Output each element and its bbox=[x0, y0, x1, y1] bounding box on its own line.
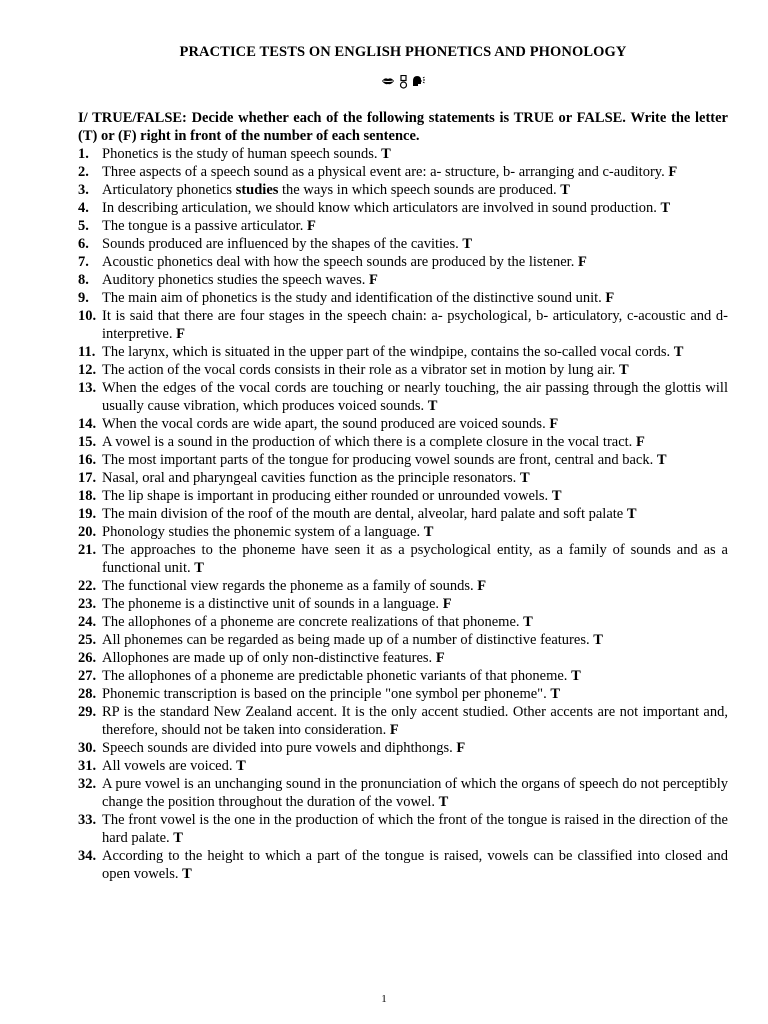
question-number: 2. bbox=[78, 164, 89, 180]
answer-letter: T bbox=[571, 668, 581, 684]
statement-text: The approaches to the phoneme have seen it as a psychological entity, as a family of sounds and as a functional unit. bbox=[102, 542, 728, 576]
question-number: 8. bbox=[78, 272, 89, 288]
question-item bbox=[78, 703, 728, 739]
question-item bbox=[78, 847, 728, 883]
question-item bbox=[78, 649, 728, 667]
question-number: 15. bbox=[78, 434, 97, 450]
statement-text: All vowels are voiced. bbox=[102, 758, 233, 774]
statement-text: Articulatory phonetics bbox=[102, 182, 236, 198]
statement-text: Speech sounds are divided into pure vowels and diphthongs. bbox=[102, 740, 453, 756]
answer-letter: T bbox=[619, 362, 629, 378]
statement-text: A pure vowel is an unchanging sound in the pronunciation of which the organs of speech do not perceptibly change the position throughout the duration of the vowel. bbox=[102, 776, 728, 810]
answer-letter: T bbox=[462, 236, 473, 252]
answer-letter: T bbox=[523, 614, 533, 630]
question-text bbox=[102, 613, 728, 631]
question-item bbox=[78, 631, 728, 649]
question-number: 9. bbox=[78, 290, 89, 306]
question-text bbox=[102, 307, 728, 343]
answer-letter: F bbox=[635, 434, 645, 450]
question-text bbox=[102, 145, 728, 163]
question-item bbox=[78, 739, 728, 757]
answer-letter: T bbox=[626, 506, 637, 522]
question-text bbox=[102, 811, 728, 847]
question-list bbox=[78, 145, 728, 883]
answer-letter: T bbox=[560, 182, 570, 198]
question-item bbox=[78, 469, 728, 487]
question-number: 7. bbox=[78, 254, 89, 270]
answer-letter: F bbox=[176, 326, 185, 342]
question-text bbox=[102, 775, 728, 811]
question-item bbox=[78, 577, 728, 595]
question-text bbox=[102, 451, 728, 469]
lips-icon bbox=[381, 75, 395, 91]
question-item bbox=[78, 433, 728, 451]
answer-letter: F bbox=[605, 290, 615, 306]
question-text bbox=[102, 523, 728, 541]
answer-letter: F bbox=[577, 254, 587, 270]
question-text bbox=[102, 667, 728, 685]
question-item bbox=[78, 181, 728, 199]
question-text bbox=[102, 703, 728, 739]
question-number: 17. bbox=[78, 470, 97, 486]
speaking-head-icon bbox=[412, 75, 425, 91]
question-number: 21. bbox=[78, 542, 97, 558]
question-text bbox=[102, 649, 728, 667]
question-number: 11. bbox=[78, 344, 96, 360]
answer-letter: F bbox=[477, 578, 487, 594]
question-text bbox=[102, 433, 728, 451]
medal-icon bbox=[399, 75, 408, 91]
question-item bbox=[78, 613, 728, 631]
question-text bbox=[102, 469, 728, 487]
question-number: 6. bbox=[78, 236, 89, 252]
statement-text: The lip shape is important in producing either rounded or unrounded vowels. bbox=[102, 488, 549, 504]
question-item bbox=[78, 415, 728, 433]
answer-letter: T bbox=[550, 686, 561, 702]
statement-text: Sounds produced are influenced by the shapes of the cavities. bbox=[102, 236, 459, 252]
question-number: 23. bbox=[78, 596, 97, 612]
question-item bbox=[78, 163, 728, 181]
statement-text: In describing articulation, we should know which articulators are involved in sound production. bbox=[102, 200, 657, 216]
answer-letter: T bbox=[551, 488, 562, 504]
question-text bbox=[102, 343, 728, 361]
statement-text: A vowel is a sound in the production of which there is a complete closure in the vocal tract. bbox=[102, 434, 633, 450]
question-item bbox=[78, 811, 728, 847]
question-text bbox=[102, 739, 728, 757]
question-number: 33. bbox=[78, 812, 97, 828]
answer-letter: T bbox=[182, 866, 192, 882]
question-item bbox=[78, 487, 728, 505]
statement-text: The larynx, which is situated in the upper part of the windpipe, contains the so-called vocal cords. bbox=[102, 344, 671, 360]
statement-text: The most important parts of the tongue for producing vowel sounds are front, central and back. bbox=[102, 452, 654, 468]
question-number: 12. bbox=[78, 362, 97, 378]
question-number: 22. bbox=[78, 578, 97, 594]
question-number: 20. bbox=[78, 524, 97, 540]
answer-letter: T bbox=[236, 758, 246, 774]
question-number: 13. bbox=[78, 380, 97, 396]
emphasized-word: studies bbox=[235, 182, 279, 198]
question-number: 31. bbox=[78, 758, 97, 774]
statement-text: Nasal, oral and pharyngeal cavities function as the principle resonators. bbox=[102, 470, 517, 486]
question-text bbox=[102, 577, 728, 595]
question-text bbox=[102, 757, 728, 775]
question-text bbox=[102, 379, 728, 415]
statement-text: The main aim of phonetics is the study and identification of the distinctive sound unit. bbox=[102, 290, 602, 306]
statement-text: When the edges of the vocal cords are touching or nearly touching, the air passing through the glottis will usually cause vibration, which produces voiced sounds. bbox=[102, 380, 728, 414]
answer-letter: T bbox=[519, 470, 530, 486]
statement-text: Three aspects of a speech sound as a physical event are: a- structure, b- arranging and c-auditory. bbox=[102, 164, 665, 180]
statement-text: All phonemes can be regarded as being made up of a number of distinctive features. bbox=[102, 632, 590, 648]
question-text bbox=[102, 541, 728, 577]
question-item bbox=[78, 775, 728, 811]
answer-letter: F bbox=[668, 164, 678, 180]
question-text bbox=[102, 217, 728, 235]
question-text bbox=[102, 235, 728, 253]
question-item bbox=[78, 289, 728, 307]
statement-text: Phonetics is the study of human speech sounds. bbox=[102, 146, 378, 162]
answer-letter: T bbox=[173, 830, 183, 846]
question-text bbox=[102, 595, 728, 613]
question-text bbox=[102, 253, 728, 271]
answer-letter: T bbox=[438, 794, 449, 810]
question-item bbox=[78, 523, 728, 541]
question-number: 34. bbox=[78, 848, 97, 864]
question-number: 10. bbox=[78, 308, 97, 324]
question-number: 26. bbox=[78, 650, 97, 666]
question-text bbox=[102, 271, 728, 289]
answer-letter: F bbox=[389, 722, 399, 738]
statement-text-cont: the ways in which speech sounds are produced. bbox=[278, 182, 557, 198]
statement-text: The tongue is a passive articulator. bbox=[102, 218, 304, 234]
statement-text: The functional view regards the phoneme as a family of sounds. bbox=[102, 578, 474, 594]
question-item bbox=[78, 505, 728, 523]
answer-letter: T bbox=[427, 398, 438, 414]
question-item bbox=[78, 217, 728, 235]
page-number: 1 bbox=[381, 993, 387, 1005]
question-text bbox=[102, 631, 728, 649]
answer-letter: F bbox=[435, 650, 445, 666]
question-number: 1. bbox=[78, 146, 89, 162]
question-item bbox=[78, 145, 728, 163]
page-title: PRACTICE TESTS ON ENGLISH PHONETICS AND PHONOLOGY bbox=[179, 44, 627, 60]
question-item bbox=[78, 361, 728, 379]
statement-text: RP is the standard New Zealand accent. It is the only accent studied. Other accents are not important and, therefore, should not be taken into consideration. bbox=[102, 704, 728, 738]
answer-letter: F bbox=[368, 272, 378, 288]
question-item bbox=[78, 685, 728, 703]
statement-text: Phonology studies the phonemic system of a language. bbox=[102, 524, 421, 540]
instructions: I/ TRUE/FALSE: Decide whether each of the following statements is TRUE or FALSE. Write the letter (T) or (F) right in front of the number of each sentence. bbox=[78, 110, 728, 144]
question-item bbox=[78, 541, 728, 577]
question-number: 27. bbox=[78, 668, 97, 684]
question-number: 18. bbox=[78, 488, 97, 504]
answer-letter: T bbox=[593, 632, 603, 648]
answer-letter: T bbox=[673, 344, 684, 360]
question-number: 14. bbox=[78, 416, 97, 432]
answer-letter: F bbox=[549, 416, 559, 432]
statement-text: When the vocal cords are wide apart, the sound produced are voiced sounds. bbox=[102, 416, 546, 432]
statement-text: According to the height to which a part of the tongue is raised, vowels can be classified into closed and open vowels. bbox=[102, 848, 728, 882]
question-text bbox=[102, 487, 728, 505]
statement-text: The phoneme is a distinctive unit of sounds in a language. bbox=[102, 596, 440, 612]
answer-letter: F bbox=[442, 596, 452, 612]
question-number: 5. bbox=[78, 218, 89, 234]
question-item bbox=[78, 451, 728, 469]
question-number: 4. bbox=[78, 200, 89, 216]
question-item bbox=[78, 757, 728, 775]
statement-text: The allophones of a phoneme are concrete realizations of that phoneme. bbox=[102, 614, 520, 630]
question-item bbox=[78, 253, 728, 271]
question-number: 32. bbox=[78, 776, 97, 792]
answer-letter: T bbox=[656, 452, 667, 468]
question-number: 24. bbox=[78, 614, 97, 630]
question-text bbox=[102, 847, 728, 883]
statement-text: Allophones are made up of only non-distinctive features. bbox=[102, 650, 433, 666]
answer-letter: T bbox=[194, 560, 204, 576]
statement-text: Phonemic transcription is based on the principle "one symbol per phoneme". bbox=[102, 686, 547, 702]
question-item bbox=[78, 667, 728, 685]
question-text bbox=[102, 361, 728, 379]
answer-letter: F bbox=[306, 218, 316, 234]
question-item bbox=[78, 595, 728, 613]
question-text bbox=[102, 199, 728, 217]
question-number: 19. bbox=[78, 506, 97, 522]
title-ornament bbox=[78, 75, 728, 91]
question-item bbox=[78, 307, 728, 343]
question-item bbox=[78, 199, 728, 217]
statement-text: It is said that there are four stages in the speech chain: a- psychological, b- articulatory, c-acoustic and d- interpretive. bbox=[102, 308, 728, 342]
answer-letter: T bbox=[660, 200, 671, 216]
answer-letter: T bbox=[423, 524, 434, 540]
statement-text: Auditory phonetics studies the speech waves. bbox=[102, 272, 366, 288]
question-number: 25. bbox=[78, 632, 97, 648]
statement-text: The allophones of a phoneme are predictable phonetic variants of that phoneme. bbox=[102, 668, 568, 684]
question-number: 28. bbox=[78, 686, 97, 702]
question-text bbox=[102, 289, 728, 307]
answer-letter: F bbox=[456, 740, 466, 756]
question-text bbox=[102, 181, 728, 199]
question-item bbox=[78, 271, 728, 289]
question-item bbox=[78, 379, 728, 415]
statement-text: The action of the vocal cords consists in their role as a vibrator set in motion by lung air. bbox=[102, 362, 616, 378]
question-text bbox=[102, 505, 728, 523]
question-number: 16. bbox=[78, 452, 97, 468]
statement-text: Acoustic phonetics deal with how the speech sounds are produced by the listener. bbox=[102, 254, 575, 270]
question-number: 3. bbox=[78, 182, 89, 198]
question-text bbox=[102, 685, 728, 703]
question-number: 29. bbox=[78, 704, 97, 720]
question-number: 30. bbox=[78, 740, 97, 756]
answer-letter: T bbox=[381, 146, 391, 162]
question-text bbox=[102, 163, 728, 181]
statement-text: The main division of the roof of the mouth are dental, alveolar, hard palate and soft palate bbox=[102, 506, 624, 522]
question-item bbox=[78, 343, 728, 361]
question-item bbox=[78, 235, 728, 253]
statement-text: The front vowel is the one in the production of which the front of the tongue is raised in the direction of the hard palate. bbox=[102, 812, 728, 846]
question-text bbox=[102, 415, 728, 433]
